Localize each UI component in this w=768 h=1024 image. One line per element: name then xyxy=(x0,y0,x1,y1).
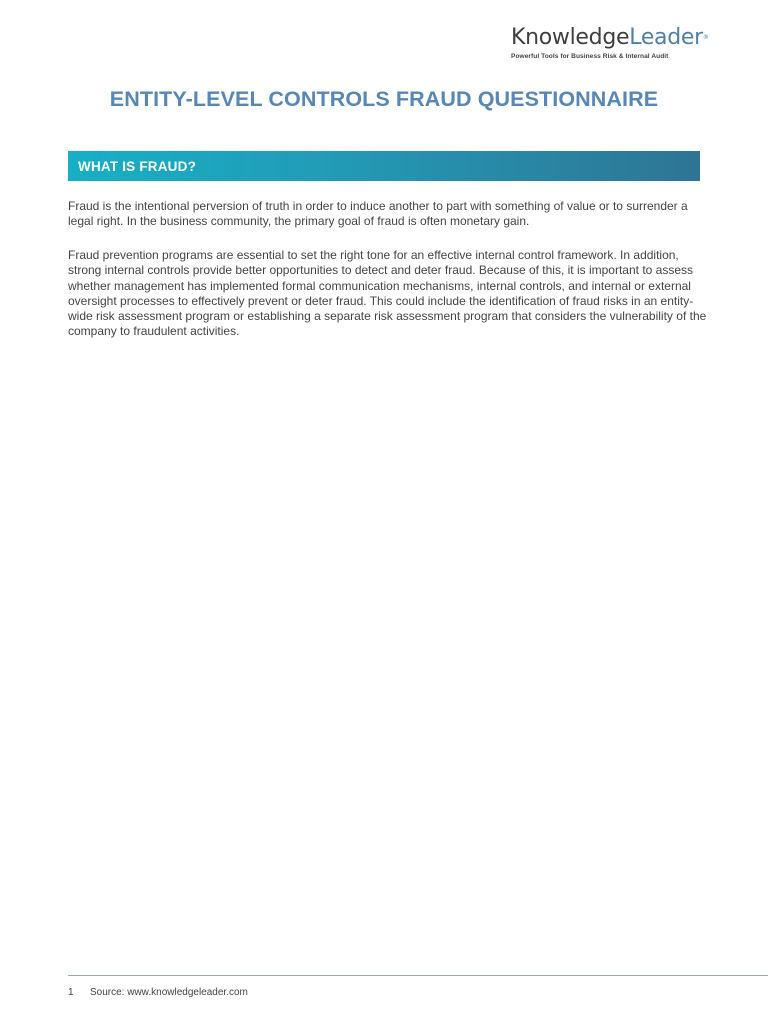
document-title: ENTITY-LEVEL CONTROLS FRAUD QUESTIONNAIRE xyxy=(109,87,659,111)
footer-divider xyxy=(68,975,768,976)
section-heading: WHAT IS FRAUD? xyxy=(78,159,197,174)
section-header-bar xyxy=(68,151,700,181)
logo-tagline: Powerful Tools for Business Risk & Internal Audit xyxy=(511,53,669,60)
logo-word-knowledge: Knowledge xyxy=(511,25,630,50)
footnote-source-text: Source: www.knowledgeleader.com xyxy=(90,987,248,998)
body-paragraph-definition: Fraud is the intentional perversion of truth in order to induce another to part with something of value or to surrender a legal right. In the business community, the primary goal of fraud is often monetary gain. xyxy=(68,199,688,229)
footnote-number: 1 xyxy=(68,987,74,998)
body-paragraph-prevention: Fraud prevention programs are essential to set the right tone for an effective internal control framework. In addition, strong internal controls provide better opportunities to detect and deter fraud. Because of this, it is important to assess whether management has implemented formal communication mechanisms, internal controls, and internal or external oversight processes to effectively prevent or deter fraud. This could include the identification of fraud risks in an entity-wide risk assessment program or establishing a separate risk assessment program that considers the vulnerability of the company to fraudulent activities. xyxy=(68,248,707,339)
logo-wordmark xyxy=(511,24,711,52)
knowledgeleader-logo xyxy=(511,24,711,61)
footnote xyxy=(68,986,248,999)
logo-word-leader: Leader xyxy=(629,25,703,50)
logo-registered-mark: ® xyxy=(702,34,709,41)
